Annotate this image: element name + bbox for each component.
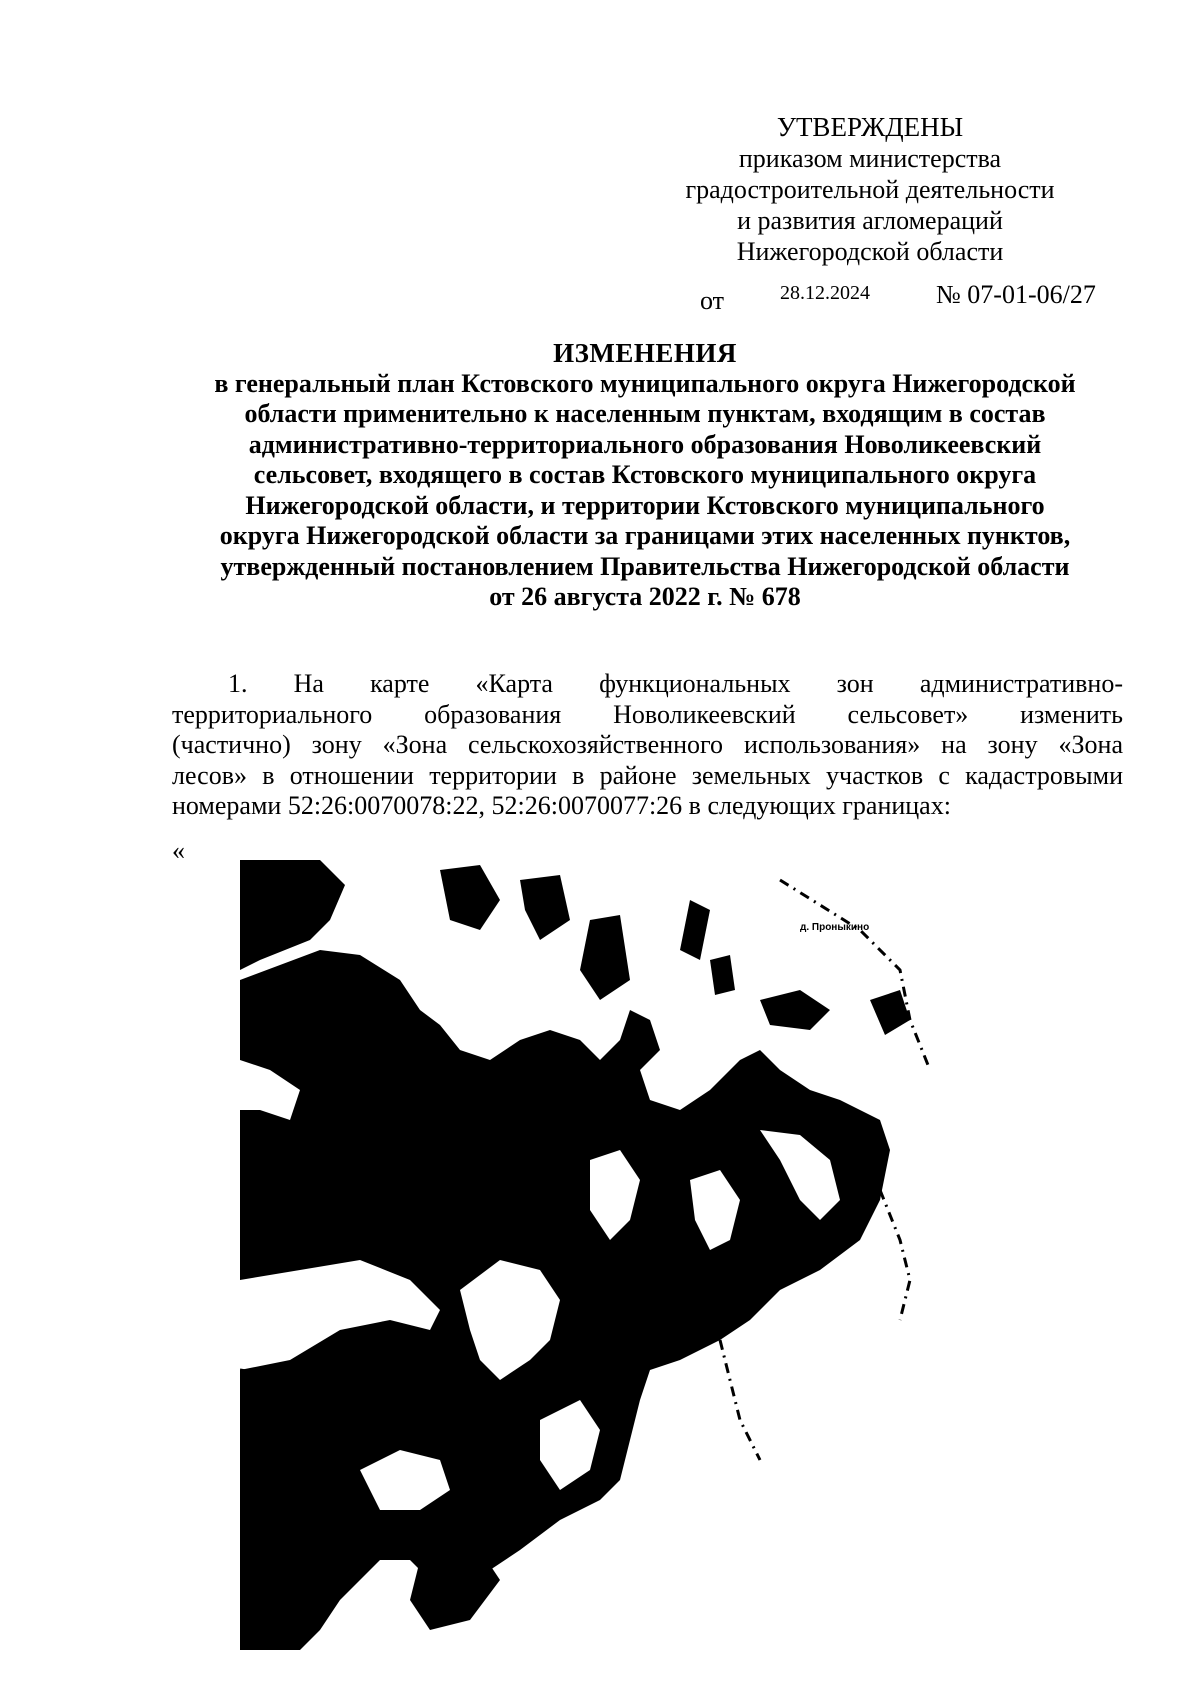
title-main: ИЗМЕНЕНИЯ bbox=[553, 338, 737, 368]
title-line: округа Нижегородской области за границами этих населенных пунктов, bbox=[219, 521, 1071, 550]
opening-quote: « bbox=[172, 836, 185, 865]
title-line: утвержденный постановлением Правительства Нижегородской области bbox=[220, 551, 1070, 581]
order-from-label: от bbox=[700, 286, 725, 315]
forest-zone-lobe bbox=[710, 955, 735, 995]
paragraph-line: номерами 52:26:0070078:22, 52:26:0070077:26 в следующих границах: bbox=[172, 791, 951, 820]
forest-zone-lobe bbox=[440, 865, 500, 930]
paragraph-1 bbox=[172, 669, 1123, 822]
forest-zone-lobe bbox=[580, 915, 630, 1000]
forest-zone-lobe bbox=[760, 990, 830, 1030]
order-date: 28.12.2024 bbox=[780, 282, 870, 304]
title-line: сельсовет, входящего в состав Кстовского муниципального округа bbox=[253, 460, 1037, 489]
title-line: области применительно к населенным пунктам, входящим в состав bbox=[244, 399, 1046, 428]
approval-block bbox=[640, 112, 1100, 267]
paragraph-line: лесов» в отношении территории в районе земельных участков с кадастровыми bbox=[172, 760, 1123, 790]
approval-line: приказом министерства bbox=[738, 144, 1002, 173]
boundary-line bbox=[720, 1340, 760, 1460]
title-line: в генеральный план Кстовского муниципального округа Нижегородской bbox=[214, 368, 1076, 398]
order-number: № 07-01-06/27 bbox=[936, 280, 1096, 309]
approval-heading: УТВЕРЖДЕНЫ bbox=[776, 112, 964, 142]
zone-map-image bbox=[240, 860, 1030, 1650]
title-line: административно-территориального образования Новоликеевский bbox=[248, 429, 1042, 459]
order-reference bbox=[700, 280, 1120, 314]
boundary-line bbox=[880, 1190, 910, 1320]
forest-zone-lobe bbox=[520, 875, 570, 940]
forest-zone-lobe bbox=[410, 1550, 500, 1630]
title-line: от 26 августа 2022 г. № 678 bbox=[489, 582, 801, 611]
paragraph-line: (частично) зону «Зона сельскохозяйственного использования» на зону «Зона bbox=[172, 730, 1123, 759]
paragraph-line: 1. На карте «Карта функциональных зон административно- bbox=[228, 669, 1123, 698]
forest-zone-lobe bbox=[680, 900, 710, 960]
title-line: Нижегородской области, и территории Кстовского муниципального bbox=[245, 490, 1045, 520]
approval-line: Нижегородской области bbox=[736, 237, 1004, 266]
document-title bbox=[160, 338, 1130, 613]
paragraph-line: территориального образования Новоликеевский сельсовет» изменить bbox=[172, 699, 1123, 729]
approval-line: и развития агломераций bbox=[737, 206, 1003, 235]
approval-line: градостроительной деятельности bbox=[685, 175, 1055, 204]
map-settlement-label: д. Проныкино bbox=[800, 922, 870, 933]
boundary-line bbox=[780, 880, 930, 1070]
